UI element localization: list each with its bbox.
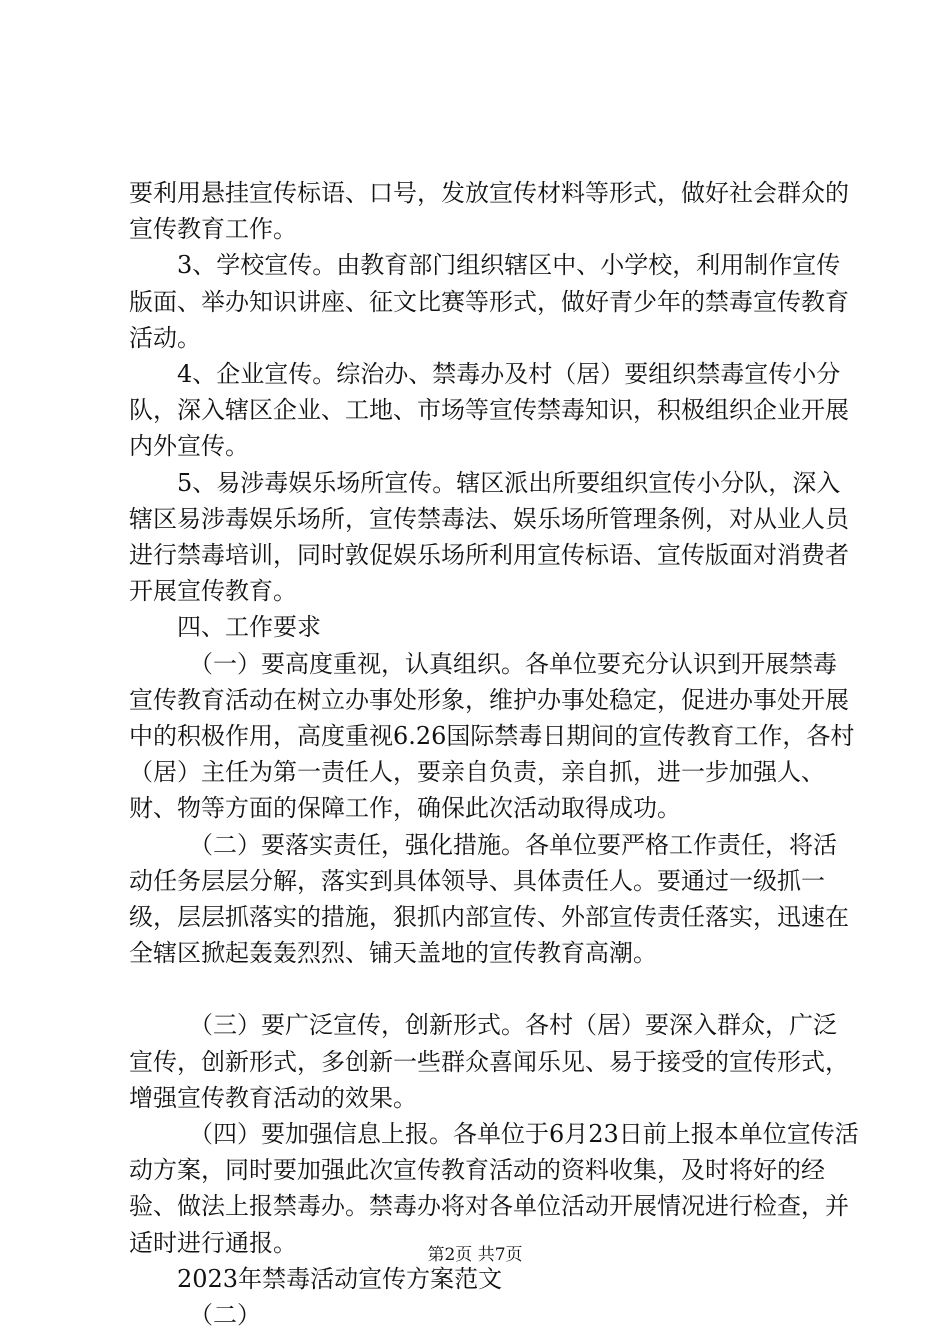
paragraph-entertainment-publicity: 5、易涉毒娱乐场所宣传。辖区派出所要组织宣传小分队，深入辖区易涉毒娱乐场所，宣传禁毒法、娱乐场所管理条例，对从业人员进行禁毒培训，同时敦促娱乐场所利用宣传标语、宣传版面对消费者开展宣传教育。 — [129, 468, 849, 606]
section-number: （二） — [189, 1301, 261, 1330]
paragraph-enterprise-publicity: 4、企业宣传。综治办、禁毒办及村（居）要组织禁毒宣传小分队，深入辖区企业、工地、市场等宣传禁毒知识，积极组织企业开展内外宣传。 — [129, 360, 849, 461]
document-body — [129, 175, 859, 1333]
paragraph-requirement-1: （一）要高度重视，认真组织。各单位要充分认识到开展禁毒宣传教育活动在树立办事处形象，维护办事处稳定，促进办事处开展中的积极作用，高度重视6.26国际禁毒日期间的宣传教育工作，各村（居）主任为第一责任人，要亲自负责，亲自抓，进一步加强人、财、物等方面的保障工作，确保此次活动取得成功。 — [129, 649, 855, 823]
section-heading-work-requirements: 四、工作要求 — [177, 613, 321, 642]
page-number-footer: 第2页 共7页 — [427, 1245, 523, 1265]
paragraph-requirement-4: （四）要加强信息上报。各单位于6月23日前上报本单位宣传活动方案，同时要加强此次宣传教育活动的资料收集，及时将好的经验、做法上报禁毒办。禁毒办将对各单位活动开展情况进行检查，并适时进行通报。 — [129, 1120, 859, 1257]
paragraph-continuation: 要利用悬挂宣传标语、口号，发放宣传材料等形式，做好社会群众的宣传教育工作。 — [129, 179, 849, 244]
blank-line — [129, 971, 859, 1007]
paragraph-requirement-3: （三）要广泛宣传，创新形式。各村（居）要深入群众，广泛宣传，创新形式，多创新一些群众喜闻乐见、易于接受的宣传形式，增强宣传教育活动的效果。 — [129, 1011, 849, 1112]
paragraph-school-publicity: 3、学校宣传。由教育部门组织辖区中、小学校，利用制作宣传版面、举办知识讲座、征文比赛等形式，做好青少年的禁毒宣传教育活动。 — [129, 251, 849, 352]
document-subtitle: 2023年禁毒活动宣传方案范文 — [177, 1264, 503, 1293]
paragraph-requirement-2: （二）要落实责任，强化措施。各单位要严格工作责任，将活动任务层层分解，落实到具体领导、具体责任人。要通过一级抓一级，层层抓落实的措施，狠抓内部宣传、外部宣传责任落实，迅速在全辖区掀起轰轰烈烈、铺天盖地的宣传教育高潮。 — [129, 830, 849, 968]
